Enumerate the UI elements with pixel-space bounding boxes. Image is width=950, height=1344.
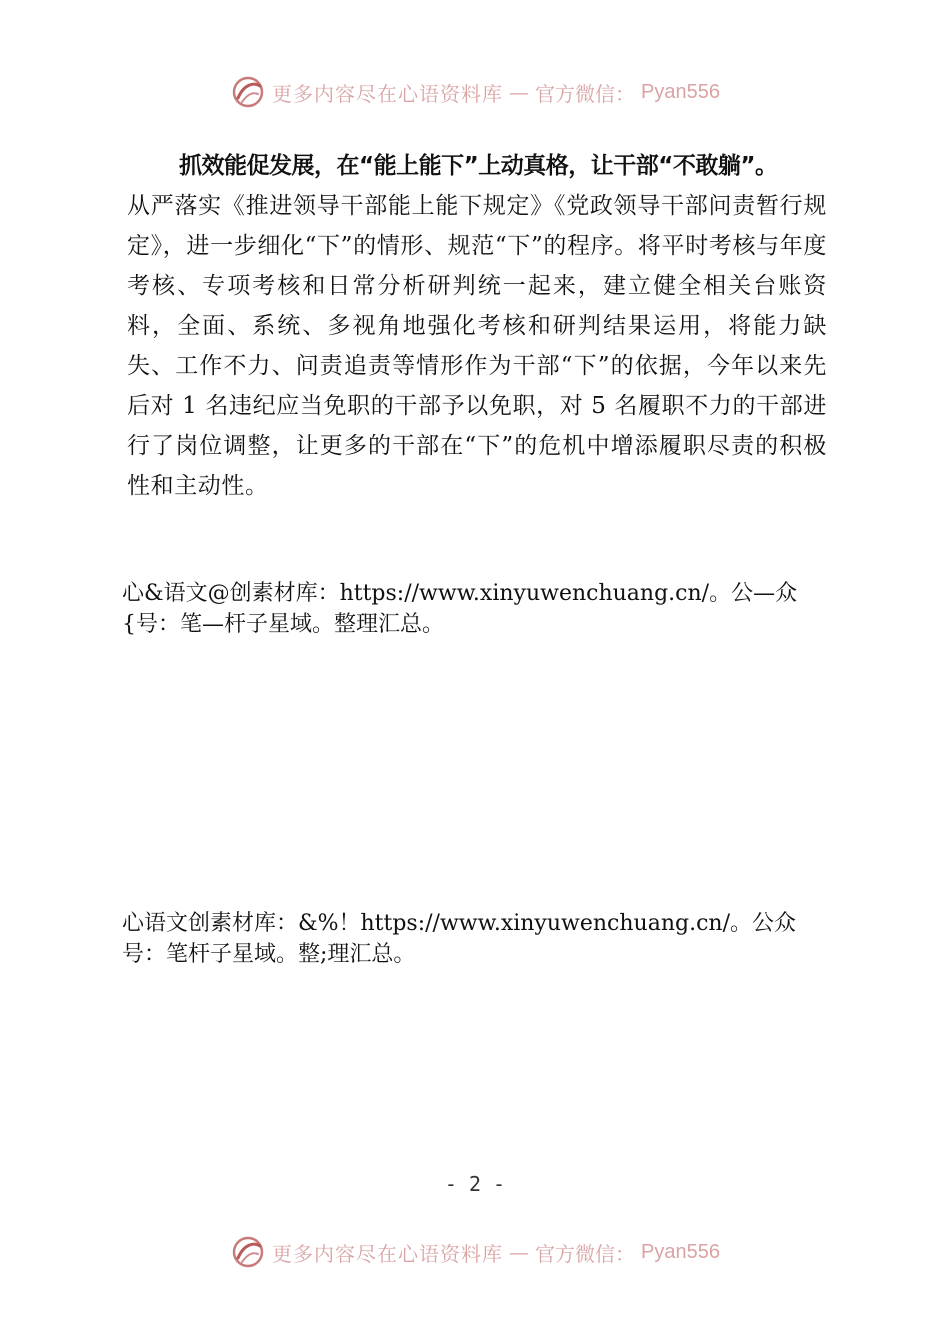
main-content <box>127 146 827 506</box>
page-number: - 2 - <box>444 1172 506 1196</box>
banner-text: 更多内容尽在心语资料库 <box>272 81 504 106</box>
header-banner <box>0 72 950 112</box>
banner-wechat-label: 官方微信： <box>535 1241 636 1266</box>
banner-separator: — <box>509 1240 530 1264</box>
banner-wechat-id: Pyan556 <box>641 80 720 103</box>
paragraph-lead: 抓效能促发展，在“能上能下”上动真格，让干部“不敢躺”。 <box>179 153 778 179</box>
banner-text: 更多内容尽在心语资料库 <box>272 1241 504 1266</box>
body-paragraph <box>127 146 827 506</box>
ink-brush-logo-icon <box>230 1234 266 1270</box>
source-note-2: 心语文创素材库：&%！https://www.xinyuwenchuang.cn/。公众号：笔杆子星域。整;理汇总。 <box>122 911 796 967</box>
banner-wechat-id: Pyan556 <box>641 1240 720 1263</box>
ink-brush-logo-icon <box>230 74 266 110</box>
banner-separator: — <box>509 80 530 104</box>
footer-banner <box>0 1232 950 1272</box>
banner-wechat-label: 官方微信： <box>535 81 636 106</box>
paragraph-text: 从严落实《推进领导干部能上能下规定》《党政领导干部问责暂行规定》，进一步细化“下”的情形、规范“下”的程序。将平时考核与年度考核、专项考核和日常分析研判统一起来，建立健全相关台账资料，全面、系统、多视角地强化考核和研判结果运用，将能力缺失、工作不力、问责追责等情形作为干部“下”的依据，今年以来先后对 1 名违纪应当免职的干部予以免职，对 5 名履职不力的干部进行了岗位调整，让更多的干部在“下”的危机中增添履职尽责的积极性和主动性。 <box>127 193 827 499</box>
source-note-1: 心&语文@创素材库：https://www.xinyuwenchuang.cn/。公—众{号：笔—杆子星域。整理汇总。 <box>122 581 798 637</box>
